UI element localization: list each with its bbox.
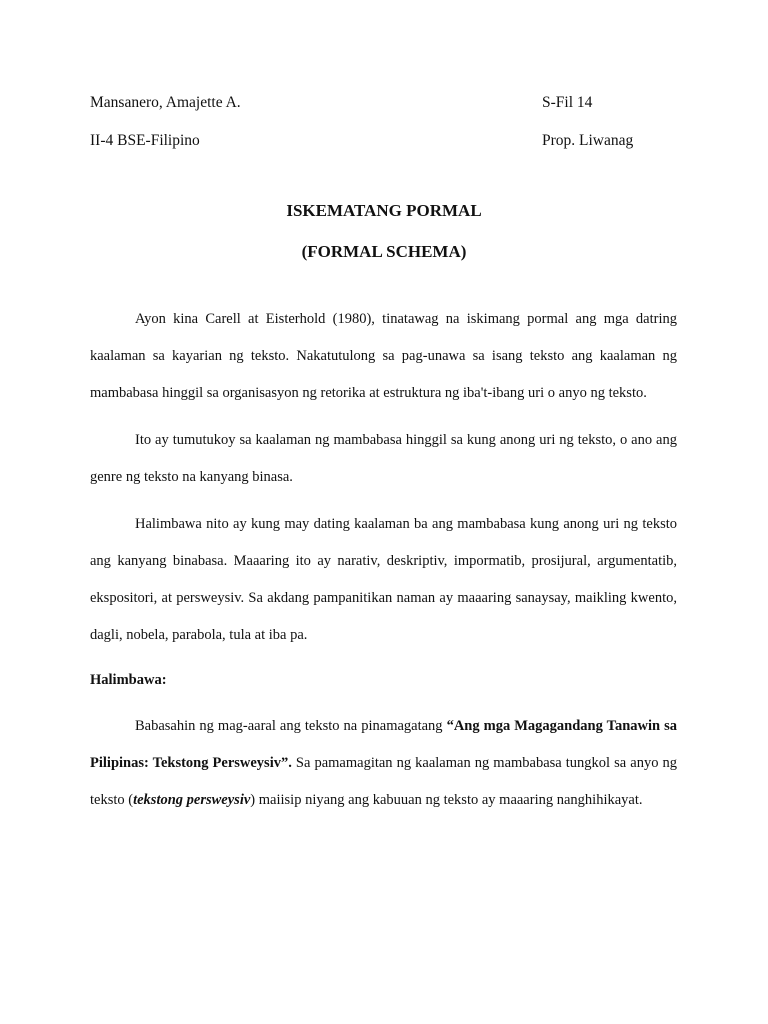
course-code: S-Fil 14 xyxy=(542,94,593,111)
document-subtitle: (FORMAL SCHEMA) xyxy=(301,242,467,261)
paragraph-1: Ayon kina Carell at Eisterhold (1980), tinatawag na iskimang pormal ang mga datring kaalaman sa kayarian ng teksto. Nakatutulong sa pag-unawa sa isang teksto ang kaalaman ng mambabasa hinggil sa organisasyon ng retorika at estruktura ng iba't-ibang uri o anyo ng teksto. xyxy=(90,311,677,401)
document-title: ISKEMATANG PORMAL xyxy=(286,201,482,220)
section: II-4 BSE-Filipino xyxy=(90,132,200,149)
example-text-3: ) maiisip niyang ang kabuuan ng teksto ay maaaring nanghihikayat. xyxy=(250,792,643,808)
example-text-1: Babasahin ng mag-aaral ang teksto na pinamagatang xyxy=(135,718,447,734)
paragraph-3: Halimbawa nito ay kung may dating kaalaman ba ang mambabasa kung anong uri ng teksto ang kanyang binabasa. Maaaring ito ay narativ, deskriptiv, impormatib, prosijural, argumentatib, ekspositori, at persweysiv. Sa akdang pampanitikan naman ay maaaring sanaysay, maikling kwento, dagli, nobela, parabola, tula at iba pa. xyxy=(90,516,677,643)
example-genre: tekstong persweysiv xyxy=(133,792,251,808)
professor: Prop. Liwanag xyxy=(542,132,634,149)
paragraph-2: Ito ay tumutukoy sa kaalaman ng mambabasa hinggil sa kung anong uri ng teksto, o ano ang genre ng teksto na kanyang binasa. xyxy=(90,432,677,485)
example-title: “Ang mga Magagandang Tanawin sa Pilipinas: Tekstong Persweysiv”. xyxy=(90,718,677,771)
example-heading: Halimbawa: xyxy=(90,672,167,688)
example-paragraph xyxy=(90,708,677,819)
student-name: Mansanero, Amajette A. xyxy=(90,94,241,111)
example-text-2: Sa pamamagitan ng kaalaman ng mambabasa tungkol sa anyo ng teksto ( xyxy=(90,755,677,808)
